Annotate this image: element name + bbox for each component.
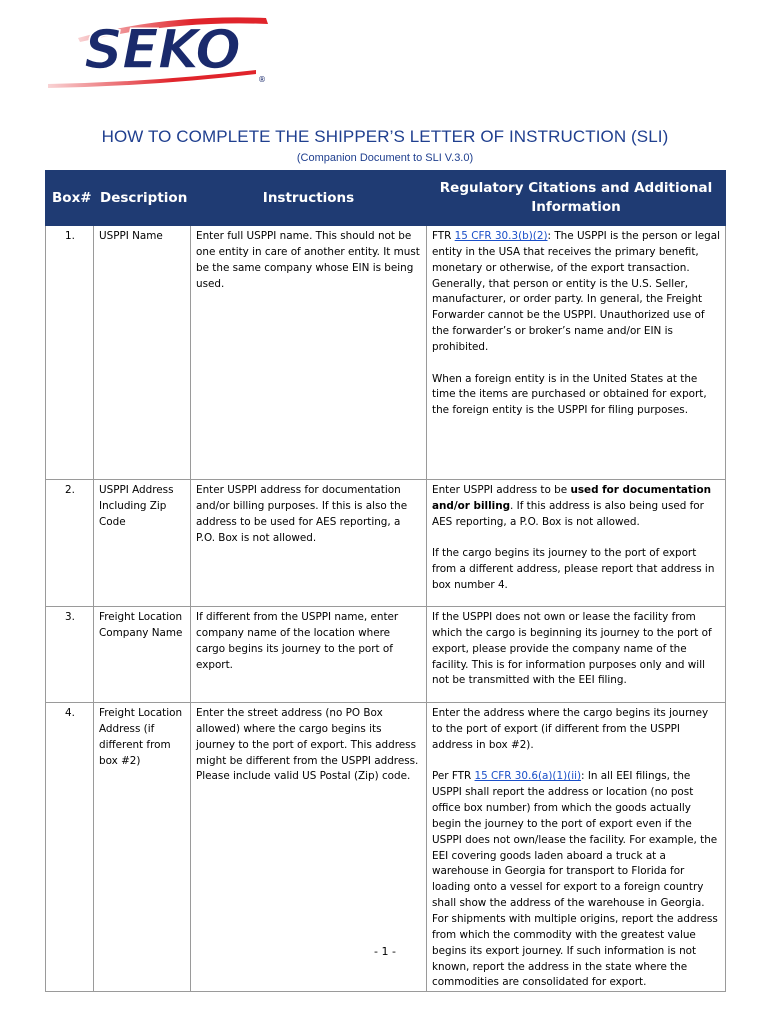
regulatory-paragraph: If the cargo begins its journey to the port of export from a different address, please report that address in box number 4. [432,547,715,592]
row-instructions: If different from the USPPI name, enter company name of the location where cargo begins its journey to the port of export. [191,607,427,703]
regulatory-paragraph: Per FTR 15 CFR 30.6(a)(1)(ii): In all EEI filings, the USPPI shall report the address or location (no post office box number) from which the goods actually begin the journey to the port of export even if the USPPI does not own/lease the facility. For example, the EEI covering goods laden aboard a truck at a warehouse in Georgia for transport to Florida for loading onto a vessel for export to a foreign country shall show the address of the warehouse in Georgia. For shipments with multiple origins, report the address from which the commodity with the greatest value begins its export journey. If such information is not known, report the address in the state where the commodities are consolidated for export. [432,770,718,989]
regulatory-paragraph: Enter USPPI address to be used for documentation and/or billing. If this address is also being used for AES reporting, a P.O. Box is not allowed. [432,484,711,528]
row-instructions: Enter the street address (no PO Box allowed) where the cargo begins its journey to the port of export. This address might be different from the USPPI address. Please include valid US Postal (Zip) code. [191,703,427,992]
document-title: HOW TO COMPLETE THE SHIPPER’S LETTER OF INSTRUCTION (SLI) [101,127,669,146]
table-row [46,607,726,703]
regulatory-paragraph: Enter the address where the cargo begins its journey to the port of export (if different from the USPPI address in box #2). [432,707,709,751]
header-description: Description [94,171,191,226]
box-number: 3. [46,607,94,703]
row-instructions: Enter full USPPI name. This should not be one entity in care of another entity. It must be the same company whose EIN is being used. [191,226,427,480]
row-instructions: Enter USPPI address for documentation and/or billing purposes. If this is also the address to be used for AES reporting, a P.O. Box is not allowed. [191,480,427,607]
row-description: USPPI Address Including Zip Code [94,480,191,607]
cfr-citation-link[interactable]: 15 CFR 30.6(a)(1)(ii) [474,770,582,783]
regulatory-paragraph: When a foreign entity is in the United States at the time the items are purchased or obtained for export, the foreign entity is the USPPI for filing purposes. [432,372,707,417]
table-row [46,480,726,607]
row-description: Freight Location Address (if different from box #2) [94,703,191,992]
logo-wordmark: SEKO [83,18,241,81]
cfr-citation-link[interactable]: 15 CFR 30.3(b)(2) [454,230,548,242]
sli-instructions-table [45,170,726,992]
regulatory-paragraph: FTR 15 CFR 30.3(b)(2): The USPPI is the person or legal entity in the USA that receives the primary benefit, monetary or otherwise, of the export transaction. Generally, that person or entity is the U.S. Seller, manufacturer, or order party. In general, the Freight Forwarder cannot be the USPPI. Unauthorized use of the forwarder’s or broker’s name and/or EIN is prohibited. [432,230,720,353]
row-regulatory-info [427,480,726,607]
header-box-number: Box# [46,171,94,226]
header-regulatory-citations: Regulatory Citations and Additional Information [427,171,726,226]
table-row [46,226,726,480]
regulatory-paragraph: If the USPPI does not own or lease the facility from which the cargo is beginning its journey to the port of export, please provide the company name of the facility. This is for information purposes only and will not be transmitted with the EEI filing. [432,611,712,687]
registered-mark: ® [258,75,266,84]
table-header-row [46,171,726,226]
document-subtitle: (Companion Document to SLI V.3.0) [296,152,474,164]
row-description: USPPI Name [94,226,191,480]
box-number: 1. [46,226,94,480]
box-number: 4. [46,703,94,992]
page-number: - 1 - [374,945,396,958]
header-instructions: Instructions [191,171,427,226]
row-description: Freight Location Company Name [94,607,191,703]
seko-logo [44,8,279,88]
row-regulatory-info [427,226,726,480]
row-regulatory-info [427,607,726,703]
box-number: 2. [46,480,94,607]
